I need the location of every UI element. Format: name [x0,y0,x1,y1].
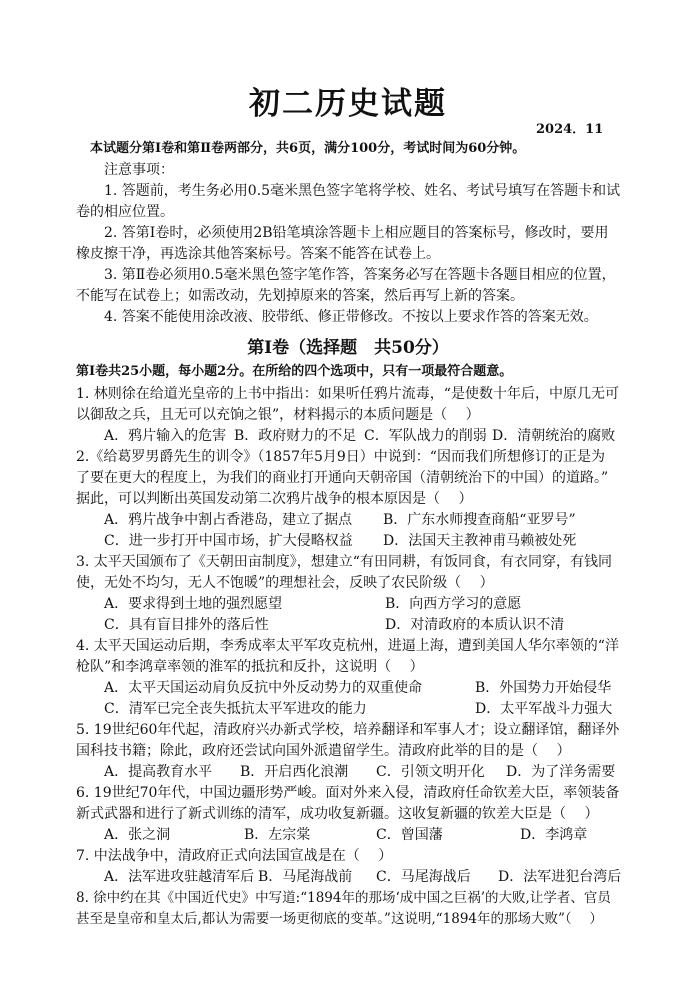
question-1-option-a[interactable]: A．鸦片输入的危害 [104,428,227,444]
question-3-option-d[interactable]: D．对清政府的本质认识不清 [385,617,565,633]
question-2-stem-1: 2.《给葛罗男爵先生的训令》（1857年5月9日）中说到：“因而我们所想修订的正是为 [76,449,605,465]
question-2-stem-3: 据此，可以判断出英国发动第二次鸦片战争的根本原因是（ ） [76,491,473,507]
notice-heading: 注意事项： [104,162,174,178]
question-4-option-b[interactable]: B．外国势力开始侵华 [475,680,612,696]
question-2-option-a[interactable]: A．鸦片战争中割占香港岛，建立了据点 [104,512,353,528]
question-2-option-b[interactable]: B．广东水师搜查商船“亚罗号” [383,512,576,528]
exam-summary: 本试题分第Ⅰ卷和第Ⅱ卷两部分，共6页，满分100分，考试时间为60分钟。 [90,141,526,156]
question-3-option-b[interactable]: B．向西方学习的意愿 [385,596,522,612]
question-7-option-b[interactable]: B．马尾海战前 [258,869,353,885]
question-4-stem-2: 枪队”和李鸿章率领的淮军的抵抗和反扑，这说明（ ） [76,659,424,675]
question-5-stem-1: 5. 19世纪60年代起，清政府兴办新式学校，培养翻译和军事人才；设立翻译馆，翻译外 [76,722,620,738]
question-6-option-a[interactable]: A．张之洞 [104,827,171,843]
note-2-line-2: 橡皮擦干净，再选涂其他答案标号。答案不能答在试卷上。 [76,246,440,262]
question-3-option-c[interactable]: C．具有盲目排外的落后性 [104,617,269,633]
question-5-stem-2: 国科技书籍；除此，政府还尝试向国外派遣留学生。清政府此举的目的是（ ） [76,743,571,759]
question-4-option-d[interactable]: D．太平军战斗力强大 [475,701,613,717]
question-5-option-c[interactable]: C．引领文明开化 [376,764,485,780]
note-3-line-2: 不能写在试卷上；如需改动，先划掉原来的答案，然后再写上新的答案。 [76,288,524,304]
question-7-option-c[interactable]: C．马尾海战后 [376,869,471,885]
question-4-stem-1: 4. 太平天国运动后期，李秀成率太平军攻克杭州，进逼上海，遭到美国人华尔率领的“洋 [76,638,619,654]
question-2-option-d[interactable]: D．法国天主教神甫马赖被处死 [383,533,577,549]
question-6-option-b[interactable]: B．左宗棠 [244,827,311,843]
note-3-line-1: 3. 第Ⅱ卷必须用0.5毫米黑色签字笔作答，答案务必写在答题卡各题目相应的位置， [104,267,616,283]
exam-date: 2024．11 [536,122,604,137]
note-4-line-1: 4. 答案不能使用涂改液、胶带纸、修正带修改。不按以上要求作答的答案无效。 [104,309,598,325]
question-2-option-c[interactable]: C．进一步打开中国市场，扩大侵略权益 [104,533,353,549]
question-8-stem-1: 8. 徐中约在其《中国近代史》中写道:“1894年的那场‘成中国之巨祸’的大败,让学者、官员 [76,890,611,906]
question-5-option-a[interactable]: A．提高教育水平 [104,764,213,780]
note-1-line-1: 1. 答题前，考生务必用0.5毫米黑色签字笔将学校、姓名、考试号填写在答题卡和试 [104,183,621,199]
question-4-option-c[interactable]: C．清军已完全丧失抵抗太平军进攻的能力 [104,701,367,717]
section-1-instruction: 第Ⅰ卷共25小题，每小题2分。在所给的四个选项中，只有一项最符合题意。 [76,364,513,379]
question-8-stem-2: 甚至是皇帝和皇太后,都认为需要一场更彻底的变革。”这说明,“1894年的那场大败”（ ） [76,911,603,927]
question-5-option-d[interactable]: D．为了洋务需要 [506,764,616,780]
question-6-option-d[interactable]: D．李鸿章 [520,827,588,843]
question-3-stem-1: 3. 太平天国颁布了《天朝田亩制度》，想建立“有田同耕，有饭同食，有衣同穿，有钱同 [76,554,612,570]
question-2-stem-2: 了要在更大的程度上，为我们的商业打开通向天朝帝国（清朝统治下的中国）的道路。” [76,470,609,486]
question-5-option-b[interactable]: B．开启西化浪潮 [240,764,349,780]
question-4-option-a[interactable]: A．太平天国运动肩负反抗中外反动势力的双重使命 [104,680,423,696]
section-1-title: 第Ⅰ卷（选择题 共50分） [247,338,449,358]
note-2-line-1: 2. 答第Ⅰ卷时，必须使用2B铅笔填涂答题卡上相应题目的答案标号，修改时，要用 [104,225,609,241]
question-3-stem-2: 使，无处不均匀，无人不饱暖”的理想社会，反映了农民阶级（ ） [76,575,494,591]
question-1-option-b[interactable]: B．政府财力的不足 [234,428,357,444]
question-6-stem-2: 新式武器和进行了新式训练的清军，成功收复新疆。这收复新疆的钦差大臣是（ ） [76,806,599,822]
question-7-option-d[interactable]: D．法军进犯台湾后 [498,869,622,885]
question-6-option-c[interactable]: C．曾国藩 [376,827,443,843]
question-7-stem-1: 7. 中法战争中，清政府正式向法国宣战是在（ ） [76,848,393,864]
page-title: 初二历史试题 [249,86,447,122]
question-7-option-a[interactable]: A．法军进攻驻越清军后 [104,869,255,885]
question-1-stem-1: 1. 林则徐在给道光皇帝的上书中指出：如果听任鸦片流毒，“是使数十年后，中原几无可 [76,386,619,402]
question-1-option-c[interactable]: C．军队战力的削弱 [364,428,487,444]
question-1-option-d[interactable]: D．清朝统治的腐败 [492,428,616,444]
question-3-option-a[interactable]: A．要求得到土地的强烈愿望 [104,596,283,612]
question-6-stem-1: 6. 19世纪70年代，中国边疆形势严峻。面对外来入侵，清政府任命钦差大臣，率领装备 [76,785,620,801]
question-1-stem-2: 以御敌之兵，且无可以充饷之银”，材料揭示的本质问题是（ ） [76,407,480,423]
note-1-line-2: 卷的相应位置。 [76,204,174,220]
